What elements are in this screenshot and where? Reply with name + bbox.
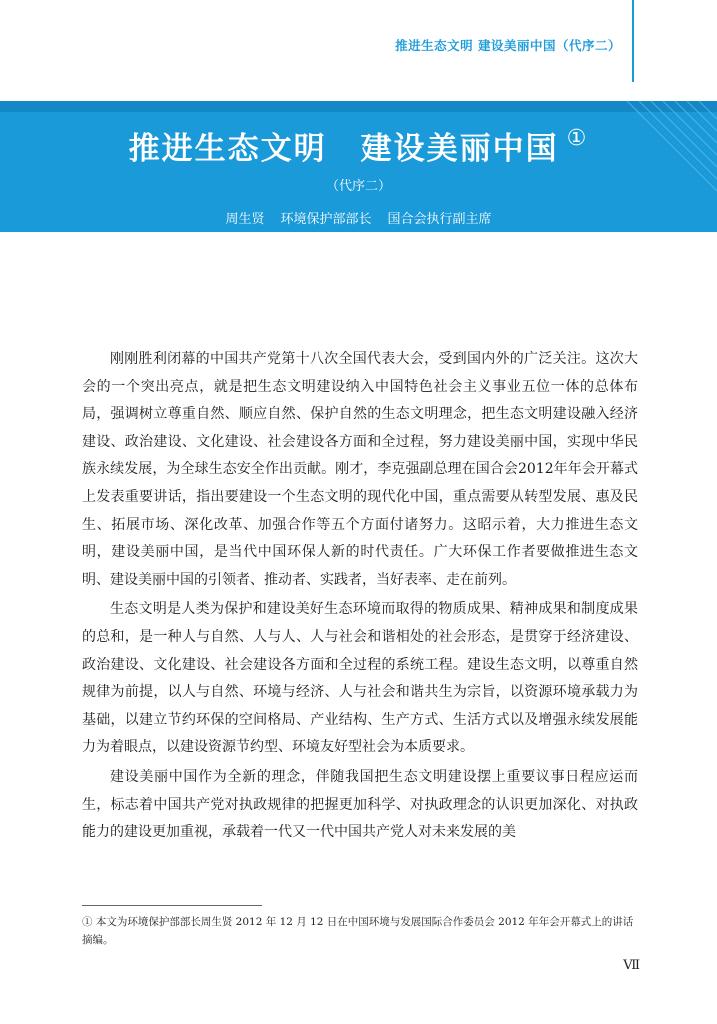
running-head: 推进生态文明 建设美丽中国（代序二）: [395, 38, 621, 53]
footnote: ① 本文为环境保护部部长周生贤 2012 年 12 月 12 日在中国环境与发展国际合作委员会 2012 年年会开幕式上的讲话摘编。: [82, 916, 634, 946]
title-part-2: 建设美丽中国: [360, 131, 559, 167]
article-body: [82, 346, 638, 849]
article-subtitle: （代序二）: [325, 179, 391, 194]
paragraph-2: 生态文明是人类为保护和建设美好生态环境而取得的物质成果、精神成果和制度成果的总和，是一种人与自然、人与人、人与社会和谐相处的社会形态，是贯穿于经济建设、政治建设、文化建设、社会建设各方面和全过程的系统工程。建设生态文明，以尊重自然规律为前提，以人与自然、环境与经济、人与社会和谐共生为宗旨，以资源环境承载力为基础，以建立节约环保的空间格局、产业结构、生产方式、生活方式以及增强永续发展能力为着眼点，以建设资源节约型、环境友好型社会为本质要求。: [82, 601, 638, 756]
author-name: 周生贤: [225, 212, 265, 227]
footnote-divider: [82, 905, 262, 906]
article-title: [0, 123, 717, 168]
paragraph-1: 刚刚胜利闭幕的中国共产党第十八次全国代表大会，受到国内外的广泛关注。这次大会的一个突出亮点，就是把生态文明建设纳入中国特色社会主义事业五位一体的总体布局，强调树立尊重自然、顺应自然、保护自然的生态文明理念，把生态文明建设融入经济建设、政治建设、文化建设、社会建设各方面和全过程，努力建设美丽中国，实现中华民族永续发展，为全球生态安全作出贡献。刚才，李克强副总理在国合会2012年年会开幕式上发表重要讲话，指出要建设一个生态文明的现代化中国，重点需要从转型发展、惠及民生、拓展市场、深化改革、加强合作等五个方面付诸努力。这昭示着，大力推进生态文明，建设美丽中国，是当代中国环保人新的时代责任。广大环保工作者要做推进生态文明、建设美丽中国的引领者、推动者、实践者，当好表率、走在前列。: [82, 351, 638, 588]
page-number: Ⅶ: [623, 958, 640, 973]
author-line: [0, 208, 717, 227]
author-role-2: 国合会执行副主席: [387, 212, 492, 227]
author-role-1: 环境保护部部长: [280, 212, 372, 227]
title-part-1: 推进生态文明: [128, 131, 327, 167]
title-footnote-mark[interactable]: ①: [566, 126, 589, 151]
paragraph-3: 建设美丽中国作为全新的理念，伴随我国把生态文明建设摆上重要议事日程应运而生，标志着中国共产党对执政规律的把握更加科学、对执政理念的认识更加深化、对执政能力的建设更加重视，承载着一代又一代中国共产党人对未来发展的美: [82, 768, 638, 841]
header-accent-rule: [632, 0, 634, 82]
